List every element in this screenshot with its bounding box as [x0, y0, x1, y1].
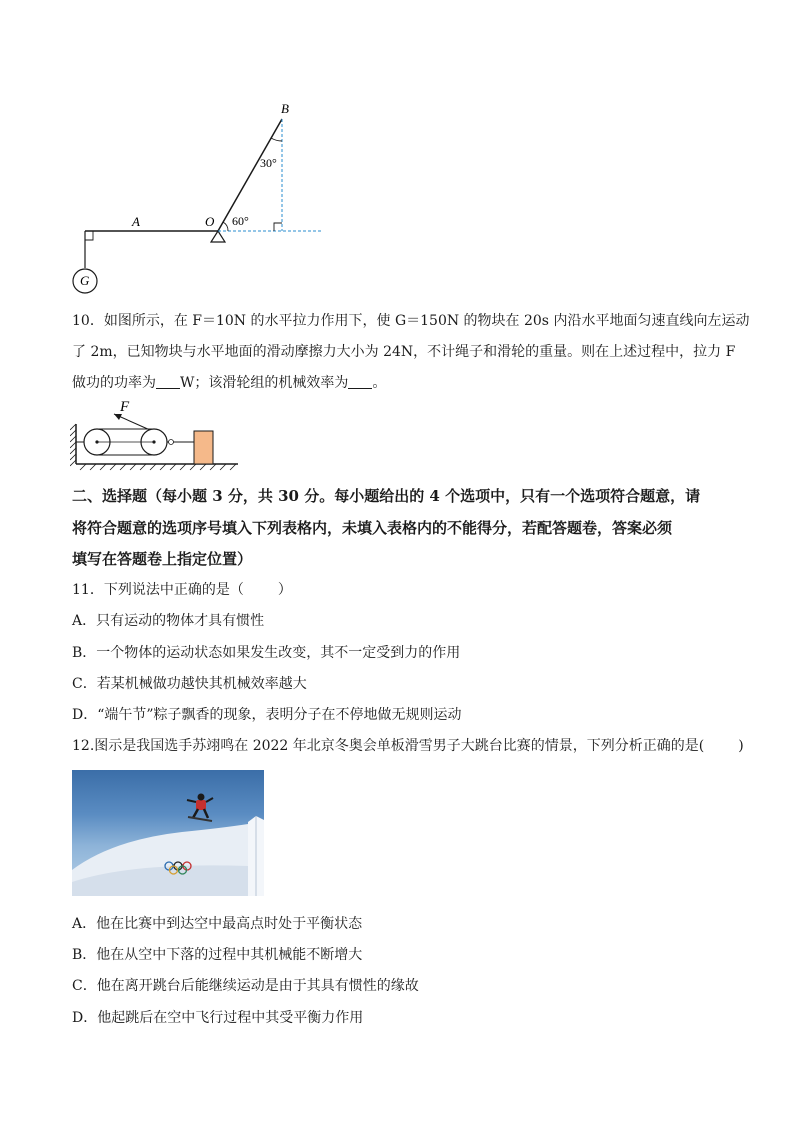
label-o: O: [205, 214, 215, 229]
q11-stem-close: ）: [277, 582, 292, 598]
q10-line2: 了 2m，已知物块与水平地面的滑动摩擦力大小为 24N，不计绳子和滑轮的重量。则在上述过程中，拉力 F: [72, 344, 736, 360]
q10-line3: [72, 373, 386, 393]
q12-option-d: D．他起跳后在空中飞行过程中其受平衡力作用: [72, 1010, 364, 1026]
q12-option-a: A．他在比赛中到达空中最高点时处于平衡状态: [72, 916, 363, 932]
label-b: B: [281, 101, 289, 116]
q11-option-a: A．只有运动的物体才具有惯性: [72, 613, 265, 629]
q11-option-d: D．“端午节”粽子飘香的现象，表明分子在不停地做无规则运动: [72, 707, 462, 723]
label-f: F: [120, 400, 130, 415]
angle-30: 30°: [260, 156, 277, 170]
q11-option-b: B．一个物体的运动状态如果发生改变，其不一定受到力的作用: [72, 645, 461, 661]
q10-blank-efficiency[interactable]: [348, 374, 372, 389]
q10-blank-power[interactable]: [156, 374, 180, 389]
q12-stem-text: 12.图示是我国选手苏翊鸣在 2022 年北京冬奥会单板滑雪男子大跳台比赛的情景，下列分析正确的是(: [72, 738, 705, 754]
label-a: A: [132, 214, 140, 229]
label-g: G: [80, 273, 90, 288]
section2-line1: 二、选择题（每小题 3 分，共 30 分。每小题给出的 4 个选项中，只有一个选项符合题意，请: [72, 487, 701, 505]
q10-text-a: 做功的功率为: [72, 375, 156, 391]
q12-option-b: B．他在从空中下落的过程中其机械能不断增大: [72, 947, 363, 963]
q10-text-c: 。: [372, 375, 387, 391]
section2-line3: 填写在答题卷上指定位置）: [72, 550, 253, 568]
q10-line1: 10．如图所示，在 F＝10N 的水平拉力作用下，使 G＝150N 的物块在 20s 内沿水平地面匀速直线向左运动: [72, 313, 750, 329]
q11-option-c: C．若某机械做功越快其机械效率越大: [72, 676, 307, 692]
pulley-diagram: [70, 400, 242, 472]
section2-line2: 将符合题意的选项序号填入下列表格内，未填入表格内的不能得分，若配答题卷，答案必须: [72, 519, 673, 537]
q11-stem-text: 11．下列说法中正确的是（: [72, 582, 244, 598]
q12-stem-close: ): [738, 738, 744, 754]
lever-diagram: [60, 95, 340, 300]
angle-60: 60°: [232, 214, 249, 228]
q11-stem: [72, 580, 292, 600]
q12-option-c: C．他在离开跳台后能继续运动是由于其具有惯性的缘故: [72, 978, 419, 994]
q10-text-b: W；该滑轮组的机械效率为: [180, 375, 349, 391]
snowboard-photo: [72, 770, 264, 896]
q12-stem: [72, 736, 744, 756]
